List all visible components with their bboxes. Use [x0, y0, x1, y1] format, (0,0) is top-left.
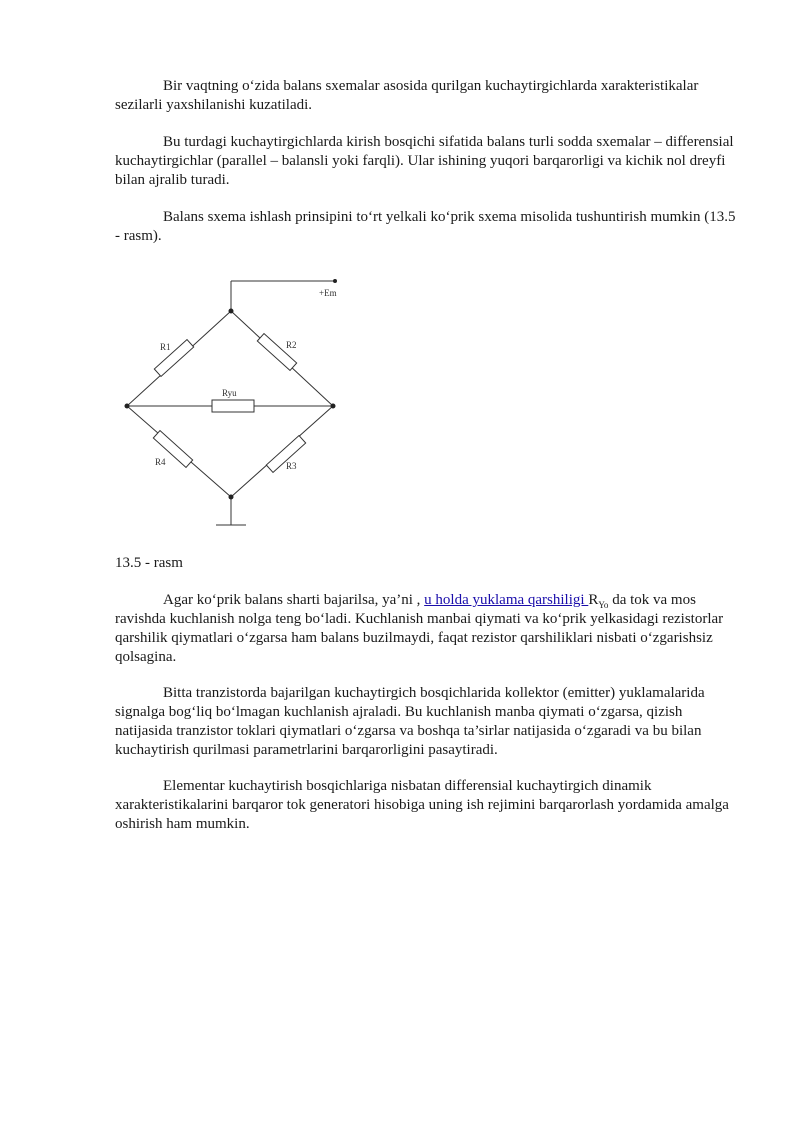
paragraph-6: Elementar kuchaytirish bosqichlariga nisbatan differensial kuchaytirgich dinamik xarakteristikalarini barqaror tok generatori hisobiga uning ish rejimini barqarorlash yordamida amalga oshirish ham mumkin. — [115, 778, 729, 832]
paragraph-5: Bitta tranzistorda bajarilgan kuchaytirgich bosqichlarida kollektor (emitter) yuklamalarida signalga bog‘liq bo‘lmagan kuchlanish ajraladi. Bu kuchlanish manba qiymati o‘zgarsa, qizish natijasida tranzistor toklari qiymatlari o‘zgarsa va boshqa ta’sirlar natijasida o‘zgaradi va bu bilan kuchaytirish qurilmasi parametrlarini barqarorligini pasaytiradi. — [115, 685, 705, 758]
node-left — [125, 404, 130, 409]
figure-caption: 13.5 - rasm — [115, 555, 183, 571]
label-supply: +Em — [319, 288, 337, 298]
node-right — [331, 404, 336, 409]
label-r1: R1 — [160, 342, 171, 352]
load-resistance-link[interactable]: u holda yuklama qarshiligi — [424, 592, 589, 608]
resistor-load — [212, 400, 254, 412]
load-resistance-symbol — [588, 592, 608, 608]
node-top — [229, 309, 234, 314]
supply-terminal — [333, 279, 337, 283]
p4-text-before-link: Agar ko‘prik balans sharti bajarilsa, ya’ni , — [163, 592, 425, 608]
label-r2: R2 — [286, 340, 297, 350]
label-load: Ryu — [222, 388, 237, 398]
node-bottom — [229, 495, 234, 500]
p4-text-after: da tok va mos ravishda kuchlanish nolga teng bo‘ladi. Kuchlanish manbai qiymati va ko‘prik yelkasidagi rezistorlar qarshilik qiymatlari o‘zgarsa ham balans buzilmaydi, faqat rezistor qarshiliklari nisbati o‘zgarishsiz qolsagina. — [115, 592, 724, 665]
symbol-subscript: Yo — [598, 600, 609, 610]
paragraph-2: Bu turdagi kuchaytirgichlarda kirish bosqichi sifatida balans turli sodda sxemalar – differensial kuchaytirgichlar (parallel – balansli yoki farqli). Ular ishining yuqori barqarorligi va kichik nol dreyfi bilan ajralib turadi. — [115, 134, 734, 188]
bridge-circuit-figure — [123, 270, 363, 532]
bridge-circuit-diagram — [123, 270, 363, 532]
paragraph-4 — [115, 591, 740, 667]
label-r3: R3 — [286, 461, 297, 471]
paragraph-3: Balans sxema ishlash prinsipini to‘rt yelkali ko‘prik sxema misolida tushuntirish mumkin (13.5 - rasm). — [115, 209, 736, 244]
paragraph-1: Bir vaqtning o‘zida balans sxemalar asosida qurilgan kuchaytirgichlarda xarakteristikalar sezilarli yaxshilanishi kuzatiladi. — [115, 78, 699, 113]
label-r4: R4 — [155, 457, 166, 467]
symbol-r: R — [588, 592, 599, 608]
